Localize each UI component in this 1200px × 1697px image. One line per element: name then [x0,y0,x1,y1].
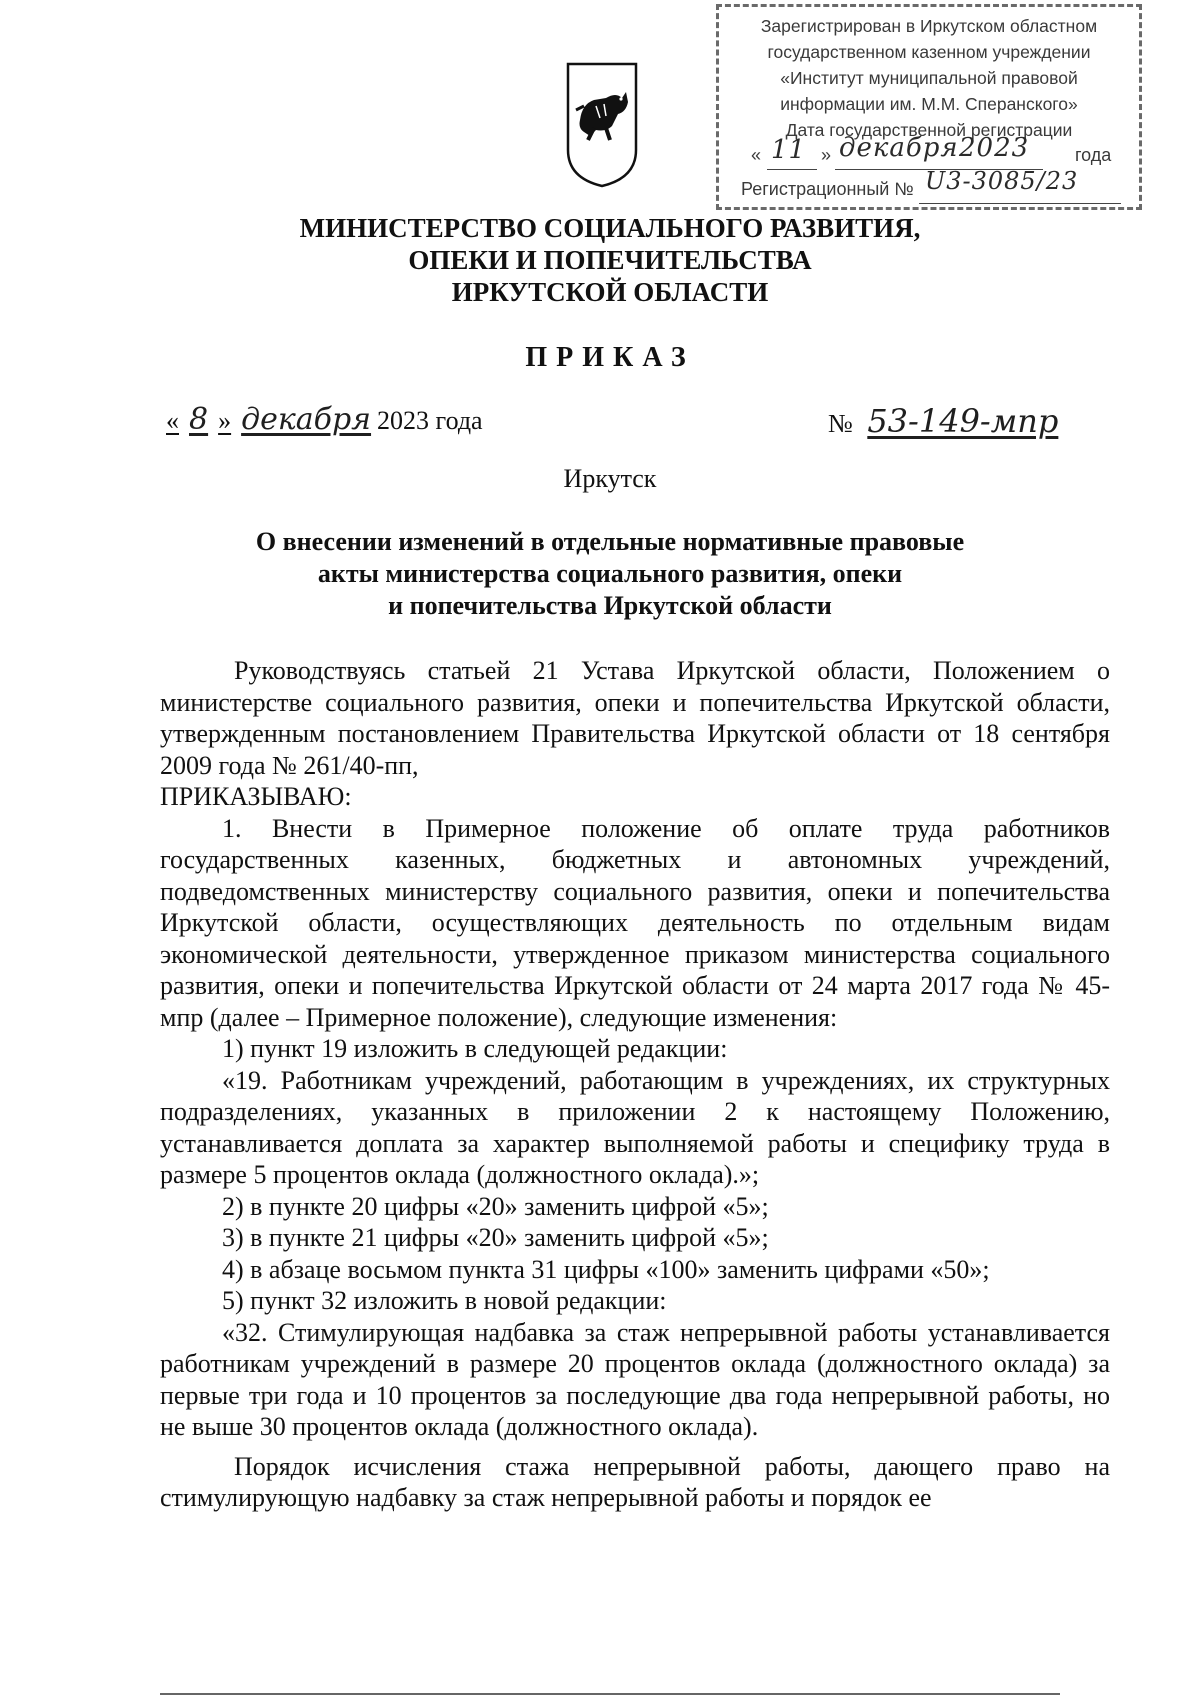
date-suffix: 2023 года [377,406,483,435]
stamp-underline [767,169,817,170]
number-label: № [828,409,853,438]
stamp-line: государственном казенном учреждении [767,42,1091,62]
order-subject [180,526,1040,622]
stamp-date-suffix: года [1075,145,1112,165]
paragraph-procedure: Порядок исчисления стажа непрерывной работы, дающего право на стимулирующую надбавку за стаж непрерывной работы и порядок ее [160,1451,1110,1512]
order-subject-line: акты министерства социального развития, опеки [317,559,903,588]
date-day: 8 [189,402,209,437]
date-open-quote: « [166,406,179,435]
coat-of-arms-icon [566,62,638,188]
number-value: 53-149-мпр [867,402,1059,440]
paragraph-item-1: 1. Внести в Примерное положение об оплате труда работников государственных казенных, бюджетных и автономных учреждений, подведомственных министерству социального развития, опеки и попечительства Иркутской области, осуществляющих деятельность по отдельным видам экономической деятельности, утвержденное приказом министерства социального развития, опеки и попечительства Иркутской области от 24 марта 2017 года № 45-мпр (далее – Примерное положение), следующие изменения: [160,813,1110,1032]
ministry-title-line: ИРКУТСКОЙ ОБЛАСТИ [451,277,769,307]
date-month: декабря [241,402,372,437]
stamp-line: информации им. М.М. Сперанского» [780,94,1078,114]
document-type: ПРИКАЗ [525,342,695,373]
stamp-line: Зарегистрирован в Иркутском областном [760,16,1098,36]
ministry-title-line: ОПЕКИ И ПОПЕЧИТЕЛЬСТВА [408,245,812,275]
stamp-underline [919,203,1121,204]
stamp-date-month: декабря [839,133,959,163]
stamp-line: Дата государственной регистрации [785,120,1073,140]
stamp-line: «Институт муниципальной правовой [780,68,1078,88]
ministry-title-line: МИНИСТЕРСТВО СОЦИАЛЬНОГО РАЗВИТИЯ, [299,213,921,243]
stamp-date-day: 11 [771,135,807,165]
order-subject-line: и попечительства Иркутской области [388,591,832,620]
stamp-reg-row [729,167,1131,207]
order-date [166,402,483,437]
stamp-date-year: 2023 [959,133,1030,163]
paragraph-subitem: 2) в пункте 20 цифры «20» заменить цифрой «5»; [222,1191,769,1221]
paragraph-subitem: 1) пункт 19 изложить в следующей редакции: [222,1034,728,1063]
registration-stamp [716,4,1142,210]
document-body [160,655,1110,1514]
paragraph-order: ПРИКАЗЫВАЮ: [160,782,352,811]
paragraph-subitem: 4) в абзаце восьмом пункта 31 цифры «100» заменить цифрами «50»; [222,1254,990,1284]
page-bottom-rule [160,1693,1060,1695]
paragraph-preamble: Руководствуясь статьей 21 Устава Иркутской области, Положением о министерстве социального развития, опеки и попечительства Иркутской области, утвержденным постановлением Правительства Иркутской области от 18 сентября 2009 года № 261/40-пп, [160,656,1110,780]
city: Иркутск [563,464,657,493]
ministry-title [180,212,1040,308]
stamp-date-open: « [751,145,762,165]
paragraph-quote-32: «32. Стимулирующая надбавка за стаж непрерывной работы устанавливается работникам учреждений в размере 20 процентов оклада (должностного оклада) за первые три года и 10 процентов за последующие два года непрерывной работы, но не выше 30 процентов оклада (должностного оклада). [160,1317,1110,1441]
order-subject-line: О внесении изменений в отдельные нормативные правовые [255,527,965,556]
paragraph-subitem: 3) в пункте 21 цифры «20» заменить цифрой «5»; [222,1223,769,1252]
stamp-reg-number: U3-3085/23 [925,167,1079,195]
stamp-reg-label: Регистрационный № [741,179,914,199]
date-close-quote: » [218,406,232,435]
order-number [828,402,1066,440]
paragraph-subitem: 5) пункт 32 изложить в новой редакции: [222,1286,667,1315]
stamp-date-close: » [821,145,832,165]
paragraph-quote-19: «19. Работникам учреждений, работающим в учреждениях, их структурных подразделениях, указанных в приложении 2 к настоящему Положению, устанавливается доплата за характер выполняемой работы и специфику труда в размере 5 процентов оклада (должностного оклада).»; [160,1065,1110,1189]
